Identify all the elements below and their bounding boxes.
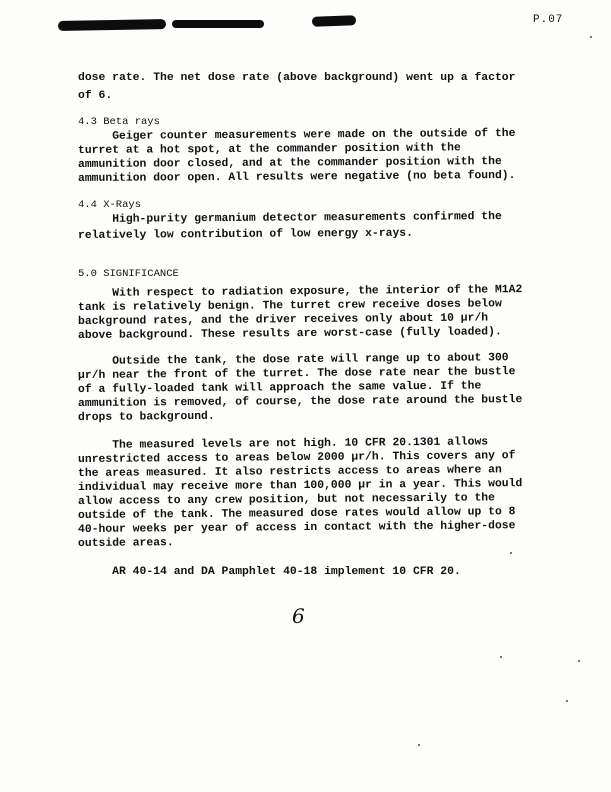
scan-speck: [566, 700, 568, 702]
scan-speck: [418, 744, 420, 746]
scan-speck: [578, 660, 580, 662]
body-text-line: µr/h near the front of the turret. The dose rate near the bustle: [77, 366, 516, 382]
body-text-line: background rates, and the driver receives only about 10 µr/h: [77, 312, 489, 328]
scan-speck: [590, 36, 592, 38]
page-number: P.07: [533, 14, 564, 26]
body-text-line: The measured levels are not high. 10 CFR 20.1301 allows: [77, 436, 489, 452]
body-text-line: Outside the tank, the dose rate will range up to about 300: [77, 352, 509, 368]
body-text-line: ammunition door closed, and at the commander position with the: [77, 156, 502, 171]
handwritten-mark: 6: [292, 604, 305, 628]
body-text-line: AR 40-14 and DA Pamphlet 40-18 implement 10 CFR 20.: [78, 566, 461, 578]
body-text-line: With respect to radiation exposure, the interior of the M1A2: [77, 284, 523, 300]
body-text-line: 40-hour weeks per year of access in contact with the higher-dose: [77, 520, 516, 536]
body-text-line: Geiger counter measurements were made on the outside of the: [77, 127, 516, 143]
scan-speck: [500, 656, 502, 658]
body-text-line: turret at a hot spot, at the commander position with the: [77, 142, 461, 157]
body-text-line: relatively low contribution of low energy x-rays.: [77, 227, 413, 242]
body-text-line: outside of the tank. The measured dose rates would allow up to 8: [77, 506, 516, 522]
section-heading: 4.4 X-Rays: [78, 199, 142, 211]
section-heading: 4.3 Beta rays: [78, 116, 160, 128]
body-text-line: of 6.: [78, 90, 113, 102]
body-text-line: of a fully-loaded tank will approach the same value. If the: [77, 380, 482, 396]
body-text-line: outside areas.: [77, 537, 174, 550]
body-text-line: ammunition door open. All results were negative (no beta found).: [77, 169, 516, 185]
body-text-line: tank is relatively benign. The turret crew receive doses below: [77, 298, 502, 314]
body-text-line: High-purity germanium detector measurements confirmed the: [77, 211, 502, 226]
redaction-bar: [312, 15, 356, 27]
body-text-line: ammunition is removed, of course, the dose rate around the bustle: [77, 394, 523, 410]
body-text-line: dose rate. The net dose rate (above background) went up a factor: [78, 72, 516, 84]
body-text-line: the areas measured. It also restricts access to areas where an: [77, 464, 502, 480]
section-heading: 5.0 SIGNIFICANCE: [78, 268, 179, 280]
body-text-line: individual may receive more than 100,000 µr in a year. This would: [77, 478, 523, 494]
redaction-bar: [172, 20, 264, 28]
scan-speck: [510, 552, 512, 554]
body-text-line: allow access to any crew position, but not necessarily to the: [77, 492, 496, 508]
body-text-line: above background. These results are worst-case (fully loaded).: [77, 326, 502, 342]
body-text-line: unrestricted access to areas below 2000 µr/h. This covers any of: [77, 450, 516, 466]
redaction-bar: [58, 19, 166, 31]
body-text-line: drops to background.: [77, 410, 215, 424]
